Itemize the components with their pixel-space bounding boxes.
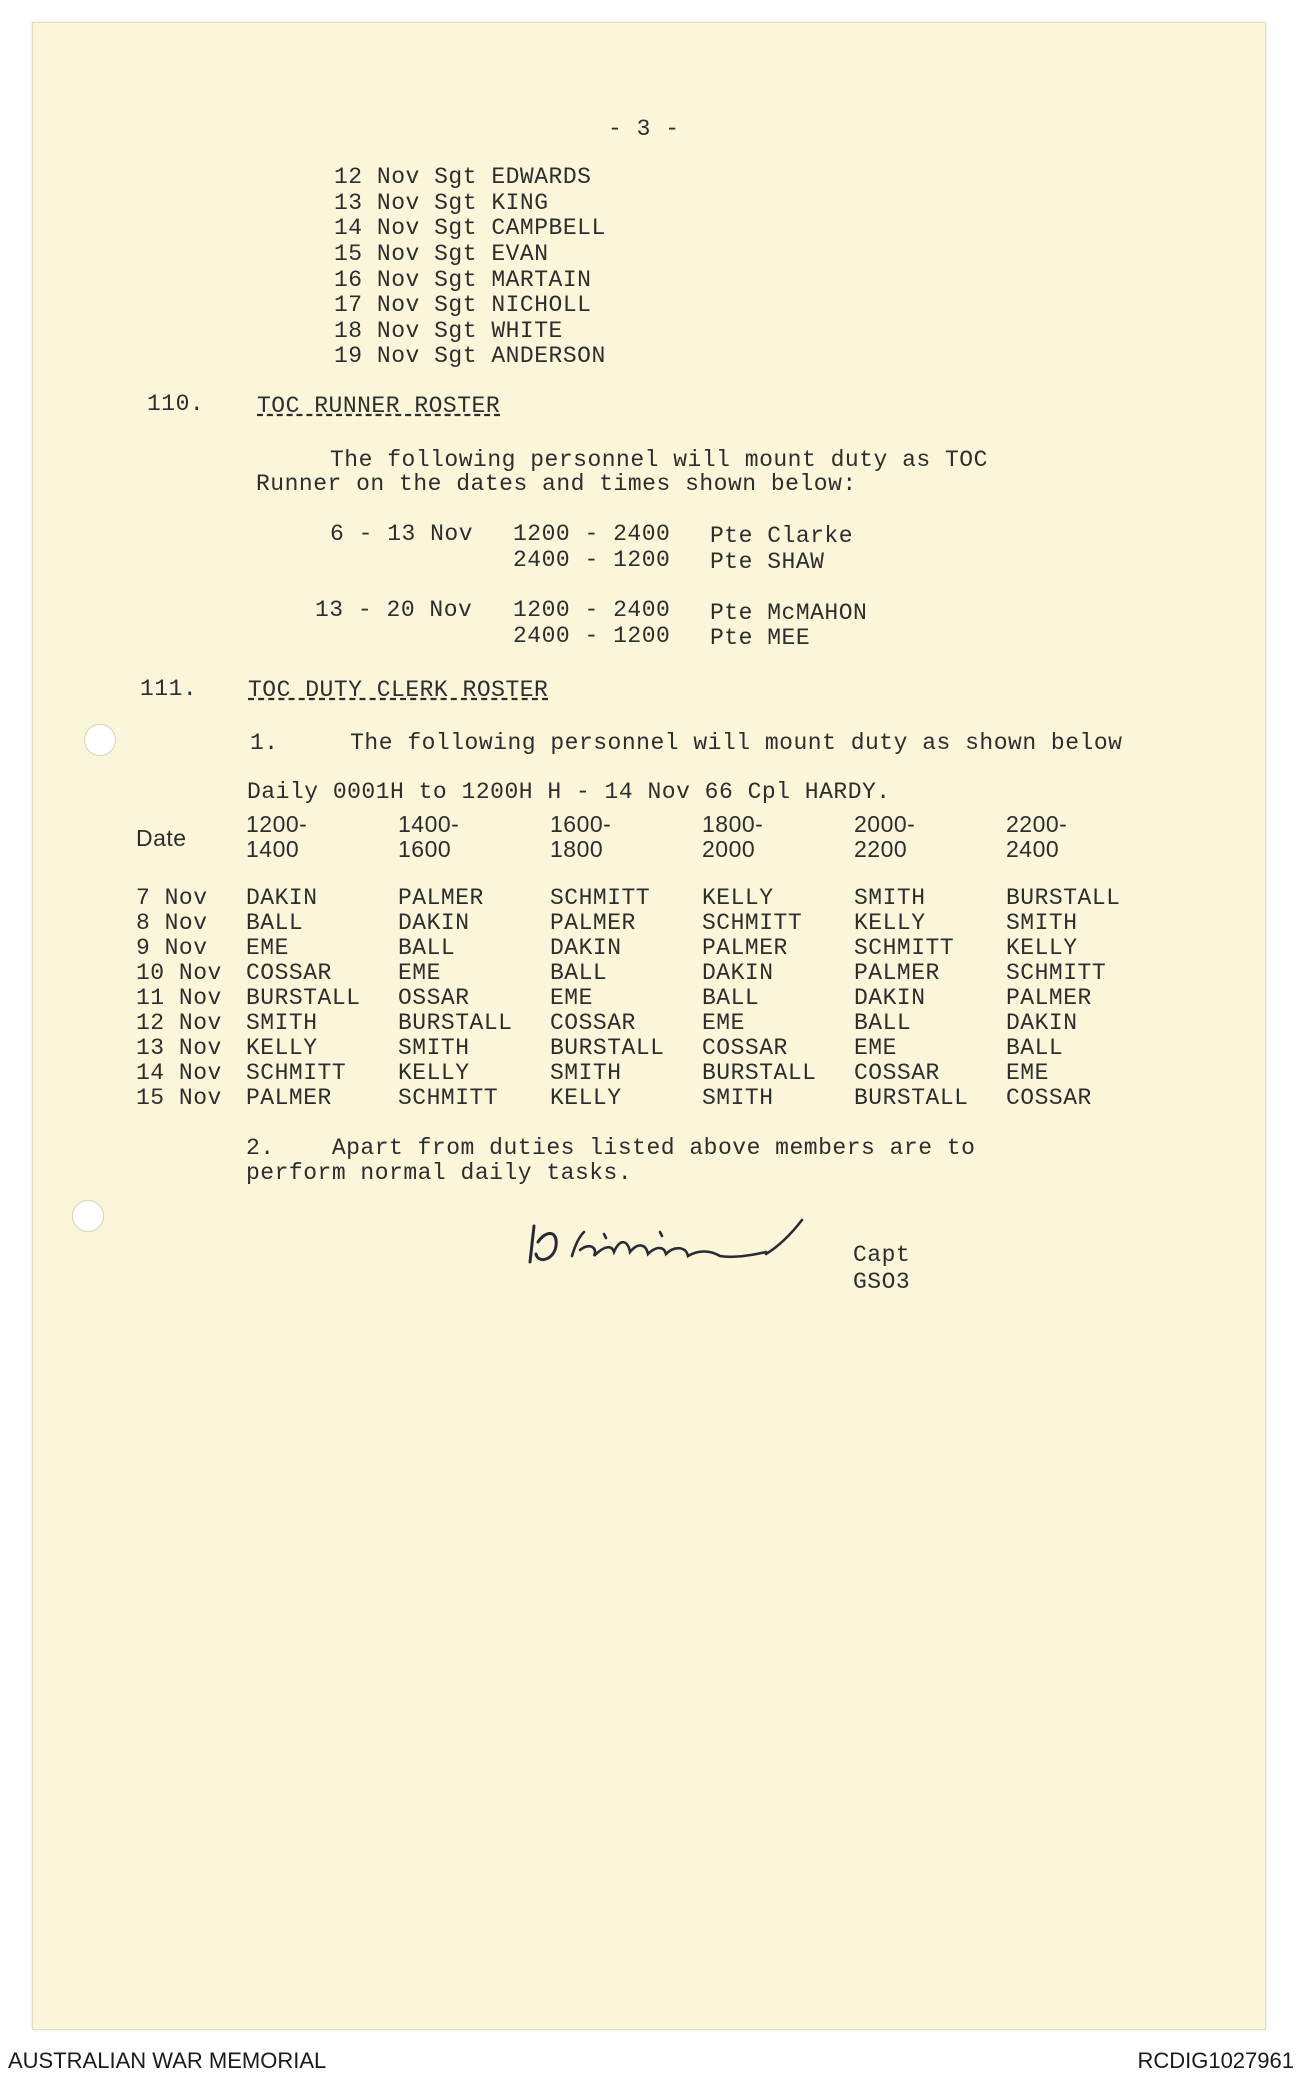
punch-hole — [84, 724, 116, 756]
runner-name: Pte SHAW — [710, 549, 825, 575]
roster-line: 16 Nov Sgt MARTAIN — [334, 267, 592, 293]
page-number: - 3 - — [608, 116, 680, 142]
name-cell: SMITH — [550, 1060, 622, 1086]
name-cell: BURSTALL — [854, 1085, 969, 1111]
column-header: 1600- 1800 — [550, 811, 612, 862]
name-cell: BURSTALL — [1006, 885, 1121, 911]
roster-line: 17 Nov Sgt NICHOLL — [334, 292, 592, 318]
name-cell: BALL — [246, 910, 304, 936]
date-cell: 10 Nov — [136, 960, 222, 986]
section-title-clerk-roster: TOC DUTY CLERK ROSTER — [248, 677, 549, 703]
table-row — [136, 1011, 1166, 1036]
name-cell: EME — [550, 985, 593, 1011]
name-cell: SCHMITT — [246, 1060, 347, 1086]
name-cell: SCHMITT — [550, 885, 651, 911]
table-row — [136, 1036, 1166, 1061]
name-cell: COSSAR — [1006, 1085, 1092, 1111]
name-cell: SCHMITT — [854, 935, 955, 961]
name-cell: COSSAR — [702, 1035, 788, 1061]
name-cell: COSSAR — [246, 960, 332, 986]
name-cell: SCHMITT — [702, 910, 803, 936]
clerk-intro-line: 1. The following personnel will mount duty as shown below — [250, 730, 1123, 756]
clerk-daily-line: Daily 0001H to 1200H H - 14 Nov 66 Cpl HARDY. — [247, 779, 891, 805]
date-cell: 7 Nov — [136, 885, 208, 911]
runner-time: 2400 - 1200 — [513, 623, 671, 649]
name-cell: KELLY — [854, 910, 926, 936]
clerk-note-line: 2. Apart from duties listed above members are to — [246, 1135, 976, 1161]
name-cell: DAKIN — [702, 960, 774, 986]
runner-time: 1200 - 2400 — [513, 597, 671, 623]
name-cell: OSSAR — [398, 985, 470, 1011]
name-cell: BURSTALL — [398, 1010, 513, 1036]
name-cell: SMITH — [246, 1010, 318, 1036]
date-cell: 13 Nov — [136, 1035, 222, 1061]
table-row — [136, 864, 1166, 911]
name-cell: DAKIN — [398, 910, 470, 936]
name-cell: DAKIN — [1006, 1010, 1078, 1036]
name-cell: BURSTALL — [550, 1035, 665, 1061]
runner-name: Pte Clarke — [710, 523, 854, 549]
roster-line: 19 Nov Sgt ANDERSON — [334, 343, 606, 369]
punch-hole — [72, 1200, 104, 1232]
footer-institution: AUSTRALIAN WAR MEMORIAL — [8, 2048, 327, 2073]
name-cell: KELLY — [398, 1060, 470, 1086]
name-cell: SMITH — [854, 885, 926, 911]
column-header: 1400- 1600 — [398, 811, 460, 862]
roster-line: 14 Nov Sgt CAMPBELL — [334, 215, 606, 241]
name-cell: PALMER — [1006, 985, 1092, 1011]
section-number-110: 110. — [147, 391, 205, 417]
date-cell: 15 Nov — [136, 1085, 222, 1111]
name-cell: PALMER — [702, 935, 788, 961]
name-cell: SCHMITT — [1006, 960, 1107, 986]
name-cell: KELLY — [246, 1035, 318, 1061]
name-cell: BURSTALL — [702, 1060, 817, 1086]
table-row — [136, 961, 1166, 986]
name-cell: BALL — [854, 1010, 912, 1036]
name-cell: EME — [702, 1010, 745, 1036]
table-row — [136, 1061, 1166, 1086]
date-cell: 11 Nov — [136, 985, 222, 1011]
name-cell: BALL — [550, 960, 608, 986]
column-header: 1200- 1400 — [246, 811, 308, 862]
name-cell: KELLY — [702, 885, 774, 911]
name-cell: PALMER — [854, 960, 940, 986]
name-cell: KELLY — [1006, 935, 1078, 961]
runner-name: Pte McMAHON — [710, 600, 868, 626]
handwritten-signature — [520, 1212, 830, 1292]
table-row — [136, 911, 1166, 936]
footer-identifier: RCDIG1027961 — [1137, 2048, 1294, 2073]
name-cell: SMITH — [398, 1035, 470, 1061]
column-header: 1800- 2000 — [702, 811, 764, 862]
table-row — [136, 936, 1166, 961]
name-cell: SCHMITT — [398, 1085, 499, 1111]
runner-dates: 6 - 13 Nov — [330, 521, 474, 547]
signatory-rank: Capt — [853, 1242, 911, 1268]
name-cell: DAKIN — [246, 885, 318, 911]
name-cell: DAKIN — [854, 985, 926, 1011]
clerk-note-line: perform normal daily tasks. — [246, 1160, 633, 1186]
name-cell: BURSTALL — [246, 985, 361, 1011]
roster-line: 12 Nov Sgt EDWARDS — [334, 164, 592, 190]
roster-line: 15 Nov Sgt EVAN — [334, 241, 549, 267]
name-cell: SMITH — [702, 1085, 774, 1111]
name-cell: COSSAR — [854, 1060, 940, 1086]
name-cell: BALL — [1006, 1035, 1064, 1061]
name-cell: PALMER — [550, 910, 636, 936]
runner-dates: 13 - 20 Nov — [315, 597, 473, 623]
duty-clerk-table — [136, 812, 1166, 1111]
column-header: 2000- 2200 — [854, 811, 916, 862]
table-header-row — [136, 812, 1166, 864]
runner-time: 2400 - 1200 — [513, 547, 671, 573]
name-cell: PALMER — [398, 885, 484, 911]
name-cell: BALL — [398, 935, 456, 961]
date-cell: 8 Nov — [136, 910, 208, 936]
runner-intro-line: The following personnel will mount duty as TOC — [330, 447, 988, 473]
name-cell: EME — [398, 960, 441, 986]
name-cell: BALL — [702, 985, 760, 1011]
name-cell: EME — [1006, 1060, 1049, 1086]
section-number-111: 111. — [140, 676, 198, 702]
runner-intro-line: Runner on the dates and times shown below: — [256, 471, 857, 497]
date-cell: 12 Nov — [136, 1010, 222, 1036]
column-header: 2200- 2400 — [1006, 811, 1068, 862]
runner-time: 1200 - 2400 — [513, 521, 671, 547]
name-cell: PALMER — [246, 1085, 332, 1111]
signatory-appointment: GSO3 — [853, 1269, 911, 1295]
name-cell: EME — [854, 1035, 897, 1061]
roster-line: 13 Nov Sgt KING — [334, 190, 549, 216]
table-row — [136, 1086, 1166, 1111]
section-title-runner-roster: TOC RUNNER ROSTER — [257, 393, 501, 419]
table-row — [136, 986, 1166, 1011]
runner-name: Pte MEE — [710, 625, 811, 651]
name-cell: EME — [246, 935, 289, 961]
name-cell: DAKIN — [550, 935, 622, 961]
roster-line: 18 Nov Sgt WHITE — [334, 318, 563, 344]
date-cell: 9 Nov — [136, 935, 208, 961]
column-header: Date — [136, 824, 187, 851]
date-cell: 14 Nov — [136, 1060, 222, 1086]
name-cell: KELLY — [550, 1085, 622, 1111]
name-cell: SMITH — [1006, 910, 1078, 936]
name-cell: COSSAR — [550, 1010, 636, 1036]
